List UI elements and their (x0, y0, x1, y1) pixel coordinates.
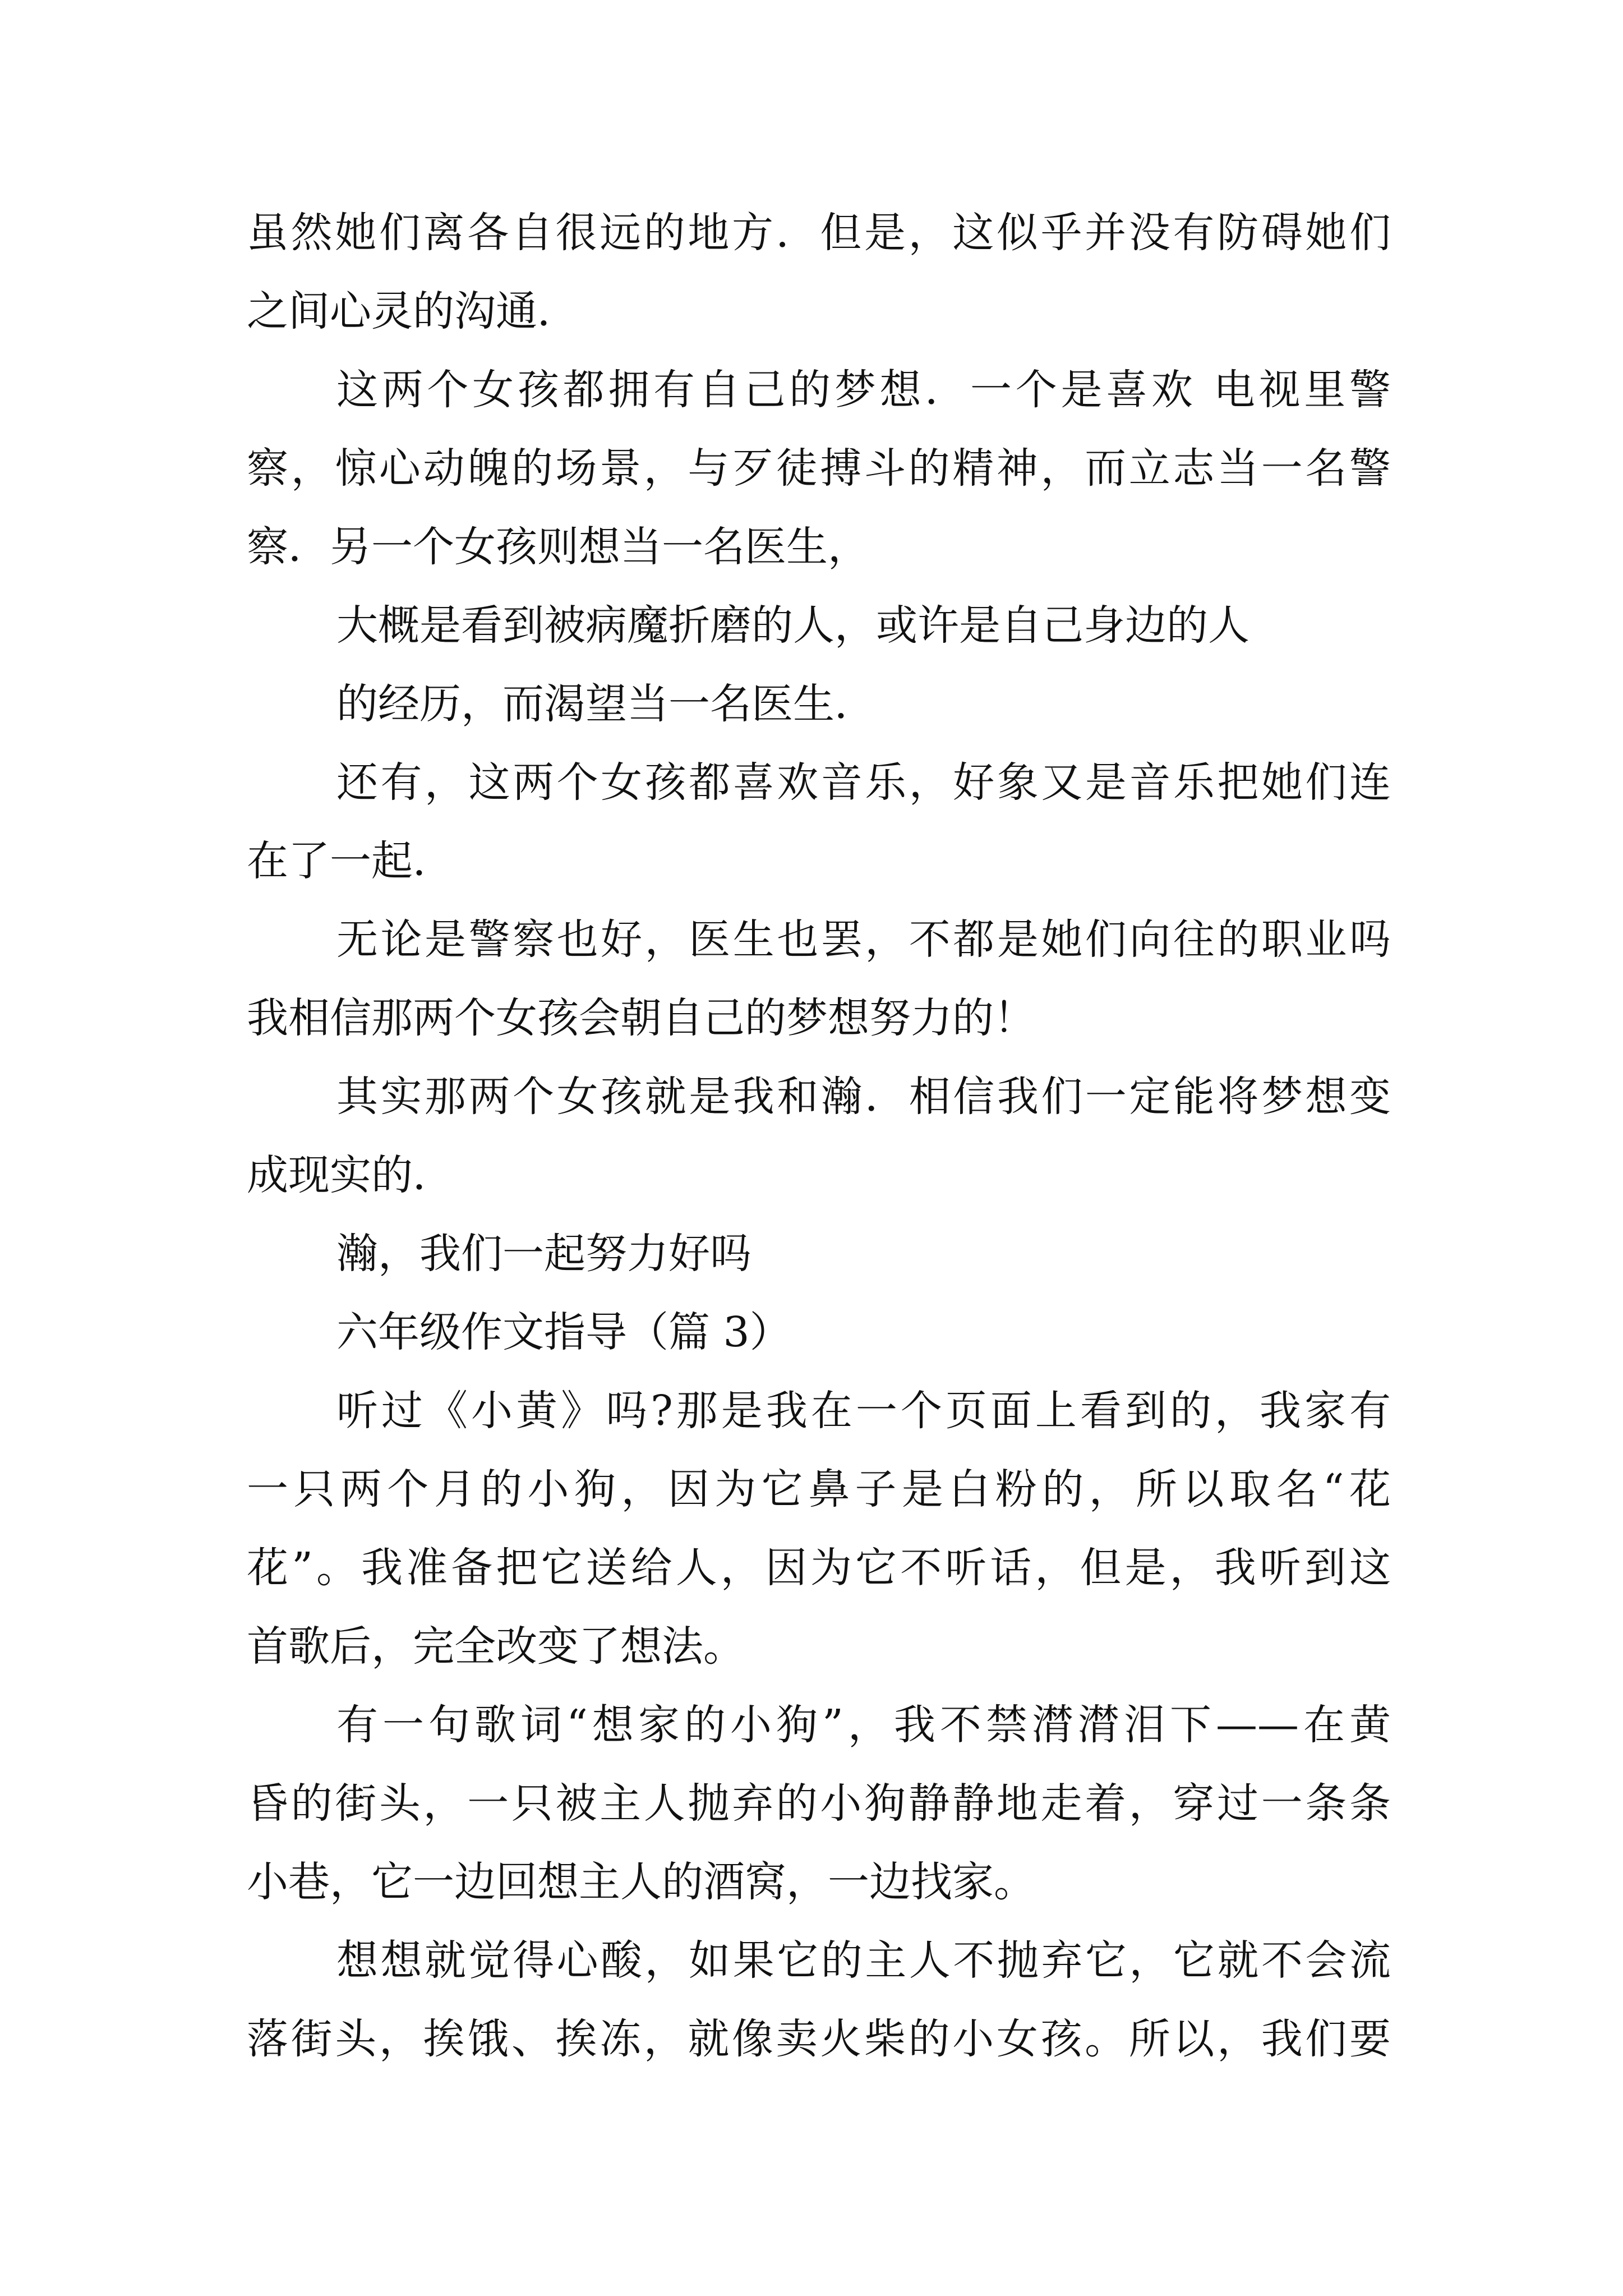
text-line: 察．另一个女孩则想当一名医生， (247, 523, 869, 571)
text-line: 大概是看到被病魔折磨的人，或许是自己身边的人 (336, 601, 1249, 650)
text-line: 瀚，我们一起努力好吗 (336, 1230, 751, 1278)
text-line: 虽然她们离各自很远的地方．但是，这似乎并没有防碍她们 (247, 209, 1391, 257)
text-line: 昏的街头，一只被主人抛弃的小狗静静地走着，穿过一条条 (247, 1779, 1391, 1828)
text-line: 在了一起． (247, 837, 454, 885)
text-line: 察，惊心动魄的场景，与歹徒搏斗的精神，而立志当一名警 (247, 444, 1391, 493)
text-line: 的经历，而渴望当一名医生． (336, 680, 876, 728)
text-line: 我相信那两个女孩会朝自己的梦想努力的！ (247, 994, 1035, 1042)
text-line: 首歌后，完全改变了想法。 (247, 1622, 745, 1671)
text-line: 小巷，它一边回想主人的酒窝，一边找家。 (247, 1858, 1035, 1906)
text-line: 还有，这两个女孩都喜欢音乐，好象又是音乐把她们连 (336, 758, 1391, 807)
text-line: 其实那两个女孩就是我和瀚．相信我们一定能将梦想变 (336, 1073, 1391, 1121)
text-line: 一只两个月的小狗，因为它鼻子是白粉的，所以取名“花 (247, 1465, 1391, 1513)
text-line: 之间心灵的沟通． (247, 287, 579, 335)
text-line: 想想就觉得心酸，如果它的主人不抛弃它，它就不会流 (336, 1936, 1391, 1985)
text-line: 无论是警察也好，医生也罢，不都是她们向往的职业吗 (336, 915, 1391, 964)
text-line: 有一句歌词“想家的小狗”，我不禁潸潸泪下——在黄 (336, 1701, 1391, 1749)
text-line: 落街头，挨饿、挨冻，就像卖火柴的小女孩。所以，我们要 (247, 2015, 1391, 2063)
text-line: 听过《小黄》吗?那是我在一个页面上看到的，我家有 (336, 1387, 1391, 1435)
section-heading: 六年级作文指导（篇 3） (336, 1308, 791, 1356)
text-line: 成现实的． (247, 1151, 454, 1199)
text-line: 这两个女孩都拥有自己的梦想．一个是喜欢 电视里警 (336, 366, 1391, 414)
text-line: 花”。我准备把它送给人，因为它不听话，但是，我听到这 (247, 1544, 1391, 1592)
